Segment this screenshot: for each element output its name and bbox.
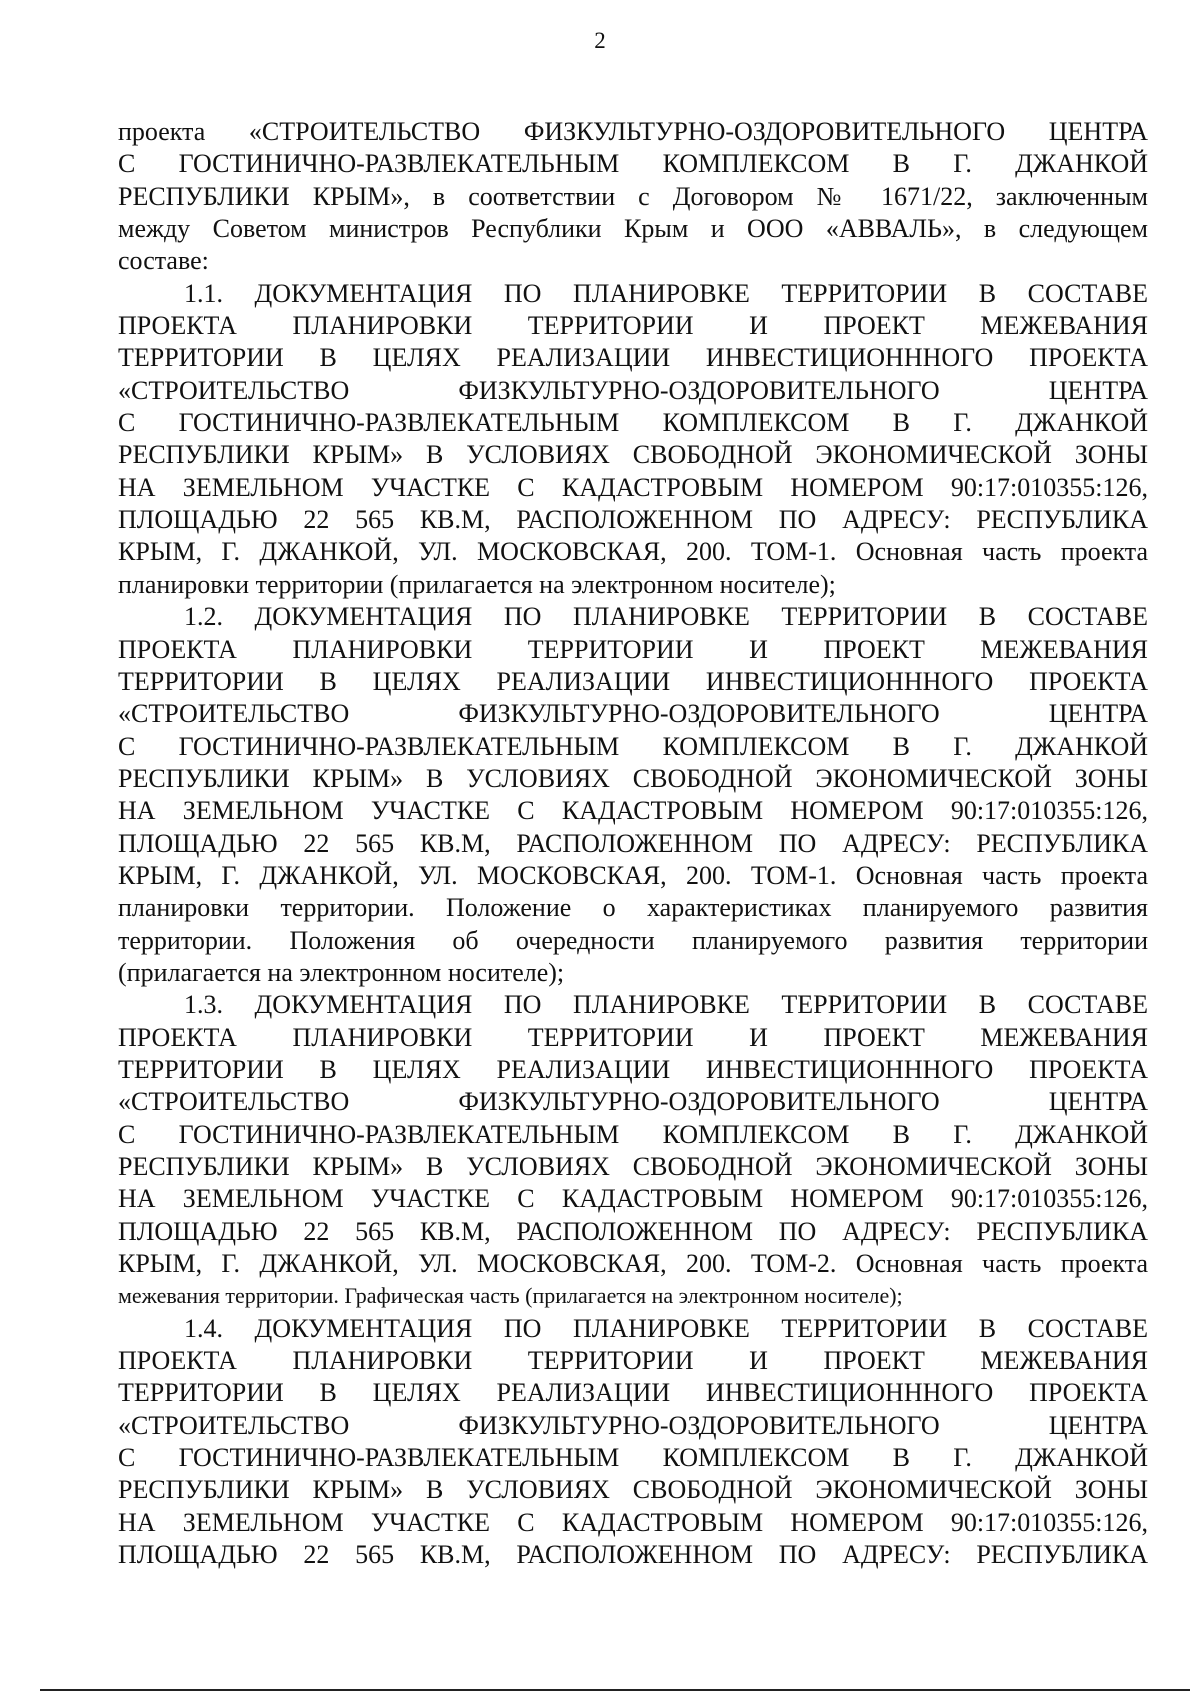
text-line: ПРОЕКТА ПЛАНИРОВКИ ТЕРРИТОРИИ И ПРОЕКТ МЕЖЕВАНИЯ xyxy=(118,634,1148,664)
text-line: РЕСПУБЛИКИ КРЫМ» В УСЛОВИЯХ СВОБОДНОЙ ЭКОНОМИЧЕСКОЙ ЗОНЫ xyxy=(118,440,1148,470)
text-line: ПРОЕКТА ПЛАНИРОВКИ ТЕРРИТОРИИ И ПРОЕКТ МЕЖЕВАНИЯ xyxy=(118,1022,1148,1052)
text-line: «СТРОИТЕЛЬСТВО ФИЗКУЛЬТУРНО-ОЗДОРОВИТЕЛЬНОГО ЦЕНТРА xyxy=(118,375,1148,405)
text-line: РЕСПУБЛИКИ КРЫМ» В УСЛОВИЯХ СВОБОДНОЙ ЭКОНОМИЧЕСКОЙ ЗОНЫ xyxy=(118,763,1148,793)
text-line: ПРОЕКТА ПЛАНИРОВКИ ТЕРРИТОРИИ И ПРОЕКТ МЕЖЕВАНИЯ xyxy=(118,311,1148,341)
text-line: КРЫМ, Г. ДЖАНКОЙ, УЛ. МОСКОВСКАЯ, 200. ТОМ-1. Основная часть проекта xyxy=(118,537,1148,567)
text-line: ТЕРРИТОРИИ В ЦЕЛЯХ РЕАЛИЗАЦИИ ИНВЕСТИЦИОНННОГО ПРОЕКТА xyxy=(118,666,1148,696)
text-line: ПРОЕКТА ПЛАНИРОВКИ ТЕРРИТОРИИ И ПРОЕКТ МЕЖЕВАНИЯ xyxy=(118,1346,1148,1376)
text-line: НА ЗЕМЕЛЬНОМ УЧАСТКЕ С КАДАСТРОВЫМ НОМЕРОМ 90:17:010355:126, xyxy=(118,472,1148,502)
text-line: НА ЗЕМЕЛЬНОМ УЧАСТКЕ С КАДАСТРОВЫМ НОМЕРОМ 90:17:010355:126, xyxy=(118,1184,1148,1214)
text-line: НА ЗЕМЕЛЬНОМ УЧАСТКЕ С КАДАСТРОВЫМ НОМЕРОМ 90:17:010355:126, xyxy=(118,796,1148,826)
text-line: С ГОСТИНИЧНО-РАЗВЛЕКАТЕЛЬНЫМ КОМПЛЕКСОМ В Г. ДЖАНКОЙ xyxy=(118,1119,1148,1149)
text-line: «СТРОИТЕЛЬСТВО ФИЗКУЛЬТУРНО-ОЗДОРОВИТЕЛЬНОГО ЦЕНТРА xyxy=(118,1410,1148,1440)
text-line: ТЕРРИТОРИИ В ЦЕЛЯХ РЕАЛИЗАЦИИ ИНВЕСТИЦИОНННОГО ПРОЕКТА xyxy=(118,1378,1148,1408)
text-line: НА ЗЕМЕЛЬНОМ УЧАСТКЕ С КАДАСТРОВЫМ НОМЕРОМ 90:17:010355:126, xyxy=(118,1507,1148,1537)
page-number: 2 xyxy=(594,28,606,53)
text-line: ТЕРРИТОРИИ В ЦЕЛЯХ РЕАЛИЗАЦИИ ИНВЕСТИЦИОНННОГО ПРОЕКТА xyxy=(118,1054,1148,1084)
text-line: «СТРОИТЕЛЬСТВО ФИЗКУЛЬТУРНО-ОЗДОРОВИТЕЛЬНОГО ЦЕНТРА xyxy=(118,699,1148,729)
list-item-heading-line: 1.3. ДОКУМЕНТАЦИЯ ПО ПЛАНИРОВКЕ ТЕРРИТОРИИ В СОСТАВЕ xyxy=(184,990,1148,1020)
text-line: РЕСПУБЛИКИ КРЫМ» В УСЛОВИЯХ СВОБОДНОЙ ЭКОНОМИЧЕСКОЙ ЗОНЫ xyxy=(118,1475,1148,1505)
text-line: (прилагается на электронном носителе); xyxy=(118,957,565,987)
text-line: планировки территории (прилагается на электронном носителе); xyxy=(118,569,836,599)
text-line: территории. Положения об очередности планируемого развития территории xyxy=(118,925,1148,955)
list-item-heading-line: 1.2. ДОКУМЕНТАЦИЯ ПО ПЛАНИРОВКЕ ТЕРРИТОРИИ В СОСТАВЕ xyxy=(184,602,1148,632)
text-line: РЕСПУБЛИКИ КРЫМ», в соответствии с Договором № 1671/22, заключенным xyxy=(118,181,1148,211)
text-line: С ГОСТИНИЧНО-РАЗВЛЕКАТЕЛЬНЫМ КОМПЛЕКСОМ В Г. ДЖАНКОЙ xyxy=(118,149,1148,179)
text-line: ПЛОЩАДЬЮ 22 565 КВ.М, РАСПОЛОЖЕННОМ ПО АДРЕСУ: РЕСПУБЛИКА xyxy=(118,1216,1148,1246)
text-line: РЕСПУБЛИКИ КРЫМ» В УСЛОВИЯХ СВОБОДНОЙ ЭКОНОМИЧЕСКОЙ ЗОНЫ xyxy=(118,1152,1148,1181)
text-line: КРЫМ, Г. ДЖАНКОЙ, УЛ. МОСКОВСКАЯ, 200. ТОМ-1. Основная часть проекта xyxy=(118,860,1148,890)
text-line: составе: xyxy=(118,246,209,276)
bottom-divider xyxy=(40,1689,1190,1691)
text-line: ПЛОЩАДЬЮ 22 565 КВ.М, РАСПОЛОЖЕННОМ ПО АДРЕСУ: РЕСПУБЛИКА xyxy=(118,828,1148,858)
text-line: КРЫМ, Г. ДЖАНКОЙ, УЛ. МОСКОВСКАЯ, 200. ТОМ-2. Основная часть проекта xyxy=(118,1249,1148,1279)
text-line: С ГОСТИНИЧНО-РАЗВЛЕКАТЕЛЬНЫМ КОМПЛЕКСОМ В Г. ДЖАНКОЙ xyxy=(118,408,1148,438)
text-line: ПЛОЩАДЬЮ 22 565 КВ.М, РАСПОЛОЖЕННОМ ПО АДРЕСУ: РЕСПУБЛИКА xyxy=(118,505,1148,535)
document-body xyxy=(118,116,1148,1571)
text-line: С ГОСТИНИЧНО-РАЗВЛЕКАТЕЛЬНЫМ КОМПЛЕКСОМ В Г. ДЖАНКОЙ xyxy=(118,1443,1148,1473)
text-line: планировки территории. Положение о характеристиках планируемого развития xyxy=(118,893,1148,923)
list-item-heading-line: 1.1. ДОКУМЕНТАЦИЯ ПО ПЛАНИРОВКЕ ТЕРРИТОРИИ В СОСТАВЕ xyxy=(184,278,1148,308)
text-line: «СТРОИТЕЛЬСТВО ФИЗКУЛЬТУРНО-ОЗДОРОВИТЕЛЬНОГО ЦЕНТРА xyxy=(118,1087,1148,1117)
text-line: С ГОСТИНИЧНО-РАЗВЛЕКАТЕЛЬНЫМ КОМПЛЕКСОМ В Г. ДЖАНКОЙ xyxy=(118,731,1148,761)
list-item-heading-line: 1.4. ДОКУМЕНТАЦИЯ ПО ПЛАНИРОВКЕ ТЕРРИТОРИИ В СОСТАВЕ xyxy=(184,1313,1148,1343)
text-line: между Советом министров Республики Крым и ООО «АВВАЛЬ», в следующем xyxy=(118,214,1148,244)
text-line: ПЛОЩАДЬЮ 22 565 КВ.М, РАСПОЛОЖЕННОМ ПО АДРЕСУ: РЕСПУБЛИКА xyxy=(118,1540,1148,1570)
text-line: межевания территории. Графическая часть (прилагается на электронном носителе); xyxy=(118,1283,903,1309)
text-line: ТЕРРИТОРИИ В ЦЕЛЯХ РЕАЛИЗАЦИИ ИНВЕСТИЦИОНННОГО ПРОЕКТА xyxy=(118,343,1148,373)
text-line: проекта «СТРОИТЕЛЬСТВО ФИЗКУЛЬТУРНО-ОЗДОРОВИТЕЛЬНОГО ЦЕНТРА xyxy=(118,117,1148,146)
